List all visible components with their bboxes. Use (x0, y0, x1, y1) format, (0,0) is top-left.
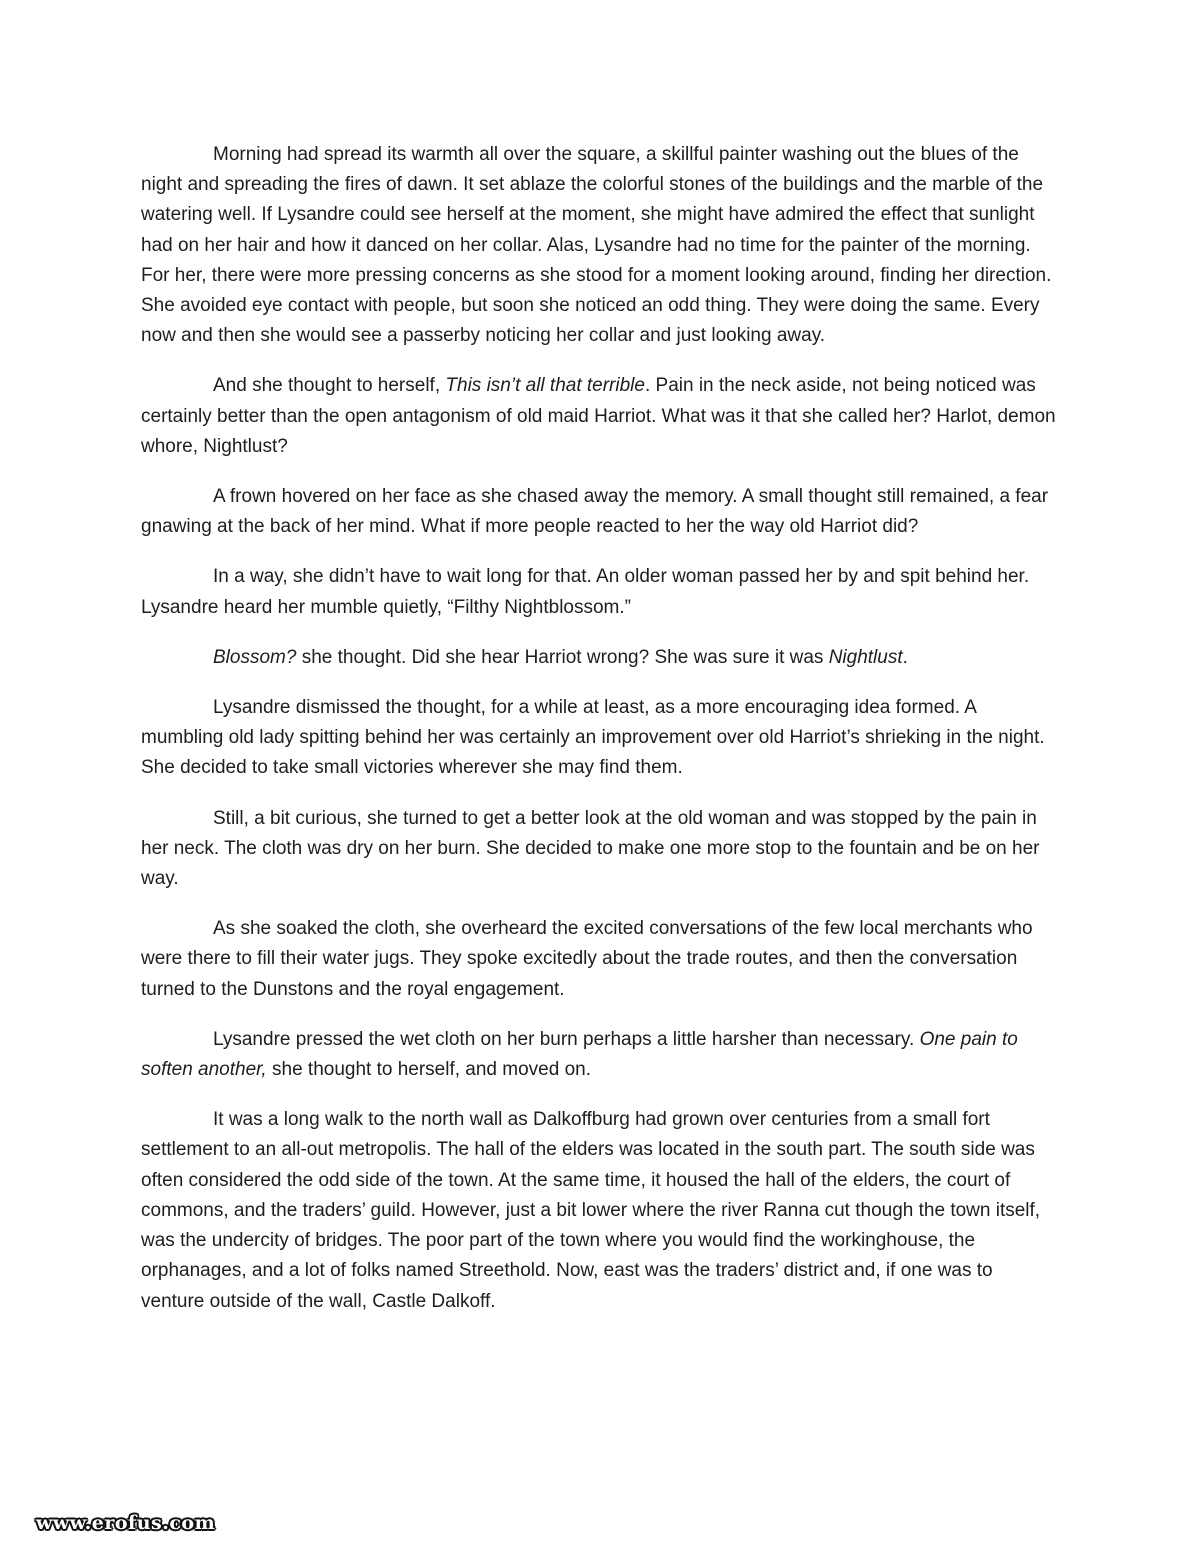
site-watermark: www.erofus.com (36, 1512, 216, 1534)
paragraph-3 (141, 482, 1059, 542)
paragraph-4 (141, 562, 1059, 622)
paragraph-1 (141, 140, 1059, 351)
paragraph-5 (141, 643, 1059, 673)
paragraph-6-run-1: Lysandre dismissed the thought, for a while at least, as a more encouraging idea formed. A mumbling old lady spitting behind her was certainly an improvement over old Harriot’s shrieking in the night. She decided to take small victories wherever she may find them. (141, 697, 1045, 779)
paragraph-3-run-1: A frown hovered on her face as she chased away the memory. A small thought still remained, a fear gnawing at the back of her mind. What if more people reacted to her the way old Harriot did? (141, 486, 1049, 538)
paragraph-4-run-1: In a way, she didn’t have to wait long for that. An older woman passed her by and spit behind her. Lysandre heard her mumble quietly, “Filthy Nightblossom.” (141, 566, 1030, 618)
paragraph-5-run-4: . (902, 646, 908, 668)
paragraph-1-run-1: Morning had spread its warmth all over the square, a skillful painter washing out the blues of the night and spreading the fires of dawn. It set ablaze the colorful stones of the buildings and the marble of the watering well. If Lysandre could see herself at the moment, she might have admired the effect that sunlight had on her hair and how it danced on her collar. Alas, Lysandre had no time for the painter of the morning. For her, there were more pressing concerns as she stood for a moment looking around, finding her direction. She avoided eye contact with people, but soon she noticed an odd thing. They were doing the same. Every now and then she would see a passerby noticing her collar and just looking away. (141, 144, 1052, 347)
paragraph-10 (141, 1105, 1059, 1316)
paragraph-9-run-2-italic: One pain to soften another, (141, 1028, 1018, 1081)
paragraph-8 (141, 914, 1059, 1005)
paragraph-5-run-1-italic: Blossom? (213, 646, 297, 668)
paragraph-5-run-3-italic: Nightlust (828, 646, 903, 668)
paragraph-9-run-1: Lysandre pressed the wet cloth on her burn perhaps a little harsher than necessary. (213, 1028, 920, 1050)
document-body (141, 140, 1059, 1337)
paragraph-7 (141, 804, 1059, 895)
paragraph-9-run-3: she thought to herself, and moved on. (266, 1059, 591, 1081)
paragraph-7-run-1: Still, a bit curious, she turned to get a better look at the old woman and was stopped by the pain in her neck. The cloth was dry on her burn. She decided to make one more stop to the fountain and be on her way. (141, 807, 1040, 890)
paragraph-2 (141, 371, 1059, 462)
paragraph-9 (141, 1025, 1059, 1085)
paragraph-2-run-3: . Pain in the neck aside, not being noticed was certainly better than the open antagonism of old maid Harriot. What was it that she called her? Harlot, demon whore, Nightlust? (141, 375, 1056, 457)
paragraph-6 (141, 693, 1059, 784)
paragraph-10-run-1: It was a long walk to the north wall as Dalkoffburg had grown over centuries from a small fort settlement to an all-out metropolis. The hall of the elders was located in the south part. The south side was often considered the odd side of the town. At the same time, it housed the hall of the elders, the court of commons, and the traders’ guild. However, just a bit lower where the river Ranna cut though the town itself, was the undercity of bridges. The poor part of the town where you would find the workinghouse, the orphanages, and a lot of folks named Streethold. Now, east was the traders’ district and, if one was to venture outside of the wall, Castle Dalkoff. (141, 1109, 1041, 1312)
paragraph-8-run-1: As she soaked the cloth, she overheard the excited conversations of the few local merchants who were there to fill their water jugs. They spoke excitedly about the trade routes, and then the conversation turned to the Dunstons and the royal engagement. (141, 918, 1033, 1000)
paragraph-2-run-2-italic: This isn’t all that terrible (445, 375, 645, 397)
paragraph-5-run-2: she thought. Did she hear Harriot wrong? She was sure it was (296, 646, 829, 668)
paragraph-2-run-1: And she thought to herself, (213, 375, 446, 397)
